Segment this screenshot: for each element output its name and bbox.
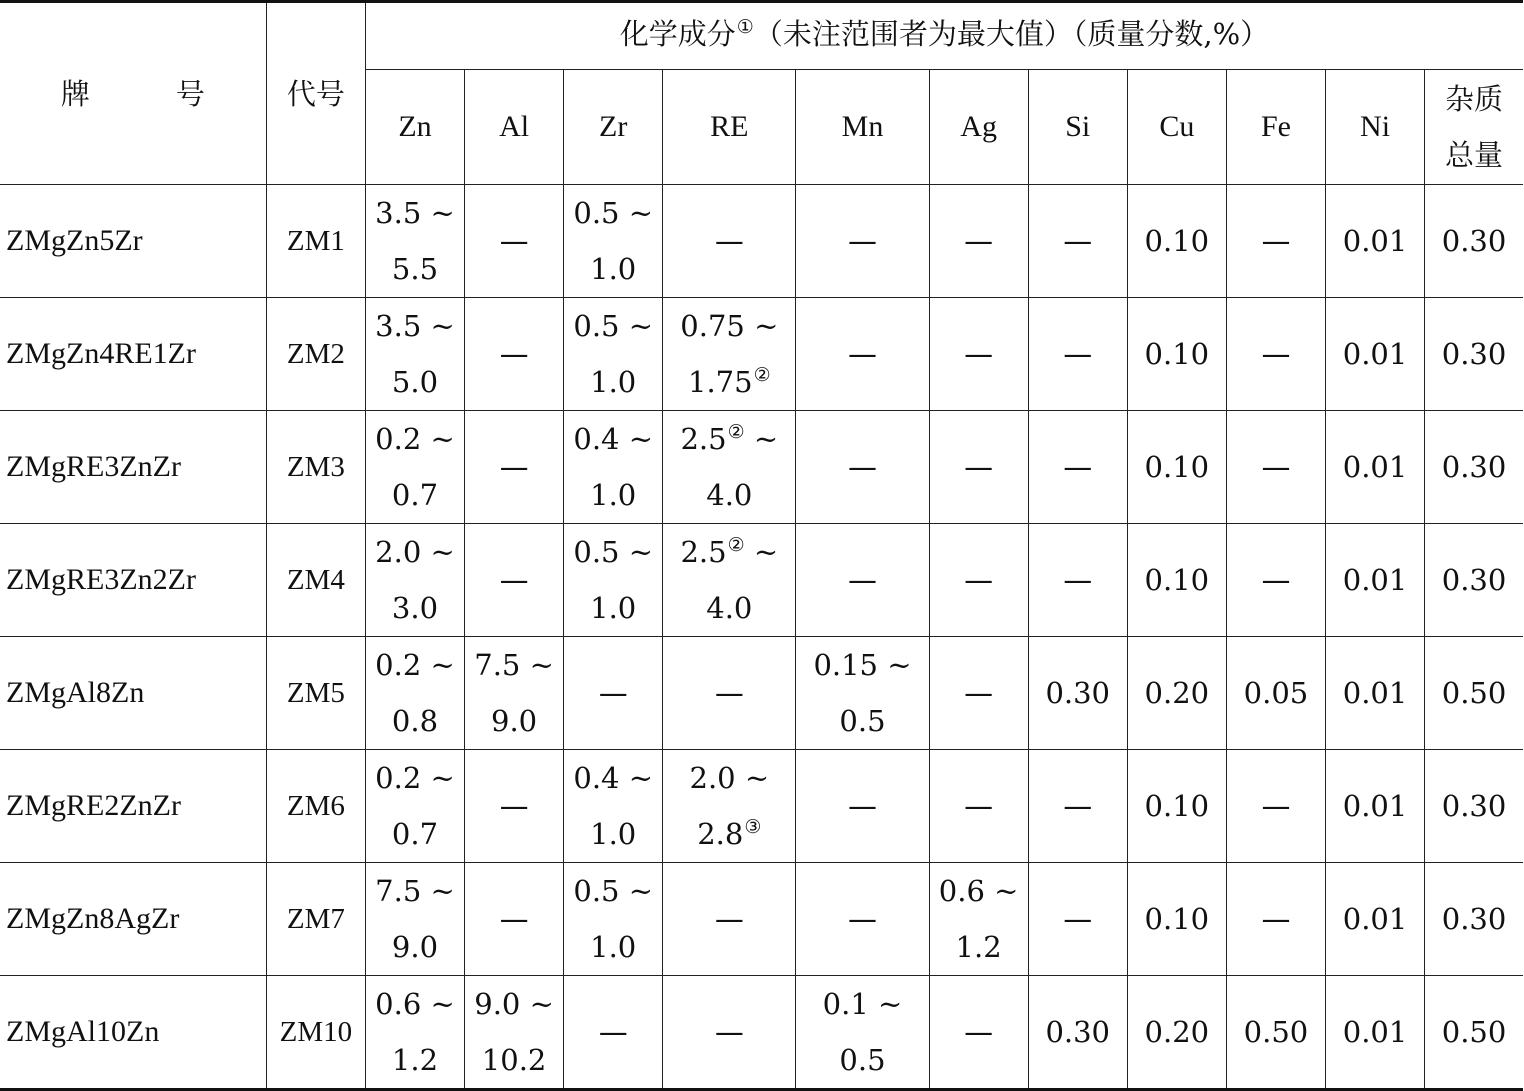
total-cell: 0.30 [1425,524,1523,637]
ag-cell: — [929,524,1028,637]
zr-cell [564,524,663,637]
cu-cell: 0.10 [1127,863,1226,976]
zn-range-line-2 [366,693,464,749]
zn-range-line-2 [366,241,464,297]
zn-range-line-1: 3.5 ~ [375,309,455,343]
re-range-tilde: ~ [753,422,779,456]
zn-range-line-1: 7.5 ~ [375,874,455,908]
re-footnote-mark: ③ [744,816,762,838]
element-header-re: RE [663,70,796,185]
code-cell: ZM5 [266,637,365,750]
zr-range-line-2 [564,467,662,523]
ni-cell: 0.01 [1326,863,1425,976]
zr-range-end: 1.0 [590,478,637,512]
ni-cell: 0.01 [1326,298,1425,411]
re-range-line-1: 2.0 ~ [689,761,770,795]
si-cell: — [1028,750,1127,863]
zr-cell [564,298,663,411]
zr-cell [564,750,663,863]
zn-range-line-2 [366,580,464,636]
zr-range-line-1: 0.5 ~ [573,874,654,908]
element-header-zn: Zn [365,70,464,185]
cu-cell: 0.20 [1127,976,1226,1090]
re-range-line-2 [663,354,795,410]
zn-range-end: 0.7 [391,478,439,512]
re-range-end: 1.75 [688,365,753,399]
zn-range-line-1: 0.2 ~ [375,422,455,456]
mn-cell [796,976,929,1090]
mn-cell [796,637,929,750]
re-cell [663,750,796,863]
zn-range-line-1: 0.2 ~ [375,648,455,682]
element-header-zr: Zr [564,70,663,185]
re-footnote-mark: ② [753,364,771,386]
ni-cell: 0.01 [1326,637,1425,750]
zr-range-line-2 [564,580,662,636]
total-cell: 0.30 [1425,863,1523,976]
zr-range-line-1: 0.4 ~ [573,761,654,795]
total-cell: 0.50 [1425,976,1523,1090]
fe-cell: — [1226,750,1325,863]
code-cell: ZM2 [266,298,365,411]
zr-range-line-2 [564,806,662,862]
fe-cell: 0.05 [1226,637,1325,750]
fe-cell: — [1226,863,1325,976]
re-cell: — [663,637,796,750]
zn-range-line-2 [366,919,464,975]
zr-range-end: 1.0 [590,817,637,851]
si-cell: — [1028,185,1127,298]
zn-cell [365,863,464,976]
si-cell: — [1028,298,1127,411]
re-cell: — [663,185,796,298]
table-row [0,863,1523,976]
zr-cell: — [564,637,663,750]
mn-range-line-1: 0.15 ~ [813,648,912,682]
zn-range-line-1: 2.0 ~ [375,535,455,569]
mn-cell: — [796,524,929,637]
al-cell: — [465,185,564,298]
element-header-al: Al [465,70,564,185]
zn-cell [365,637,464,750]
element-header-ag: Ag [929,70,1028,185]
al-cell: — [465,750,564,863]
mn-range-line-2 [796,693,928,749]
cu-cell: 0.10 [1127,411,1226,524]
ag-cell: — [929,185,1028,298]
ag-cell: — [929,298,1028,411]
mn-range-end: 0.5 [839,704,886,738]
re-range-tilde: ~ [753,535,779,569]
zn-range-end: 3.0 [391,591,439,625]
table-row [0,750,1523,863]
zr-range-end: 1.0 [590,252,637,286]
re-footnote-mark: ② [727,421,745,443]
total-cell: 0.30 [1425,750,1523,863]
table-row [0,185,1523,298]
al-cell: — [465,411,564,524]
zn-range-end: 5.0 [391,365,439,399]
zr-range-line-1: 0.4 ~ [573,422,654,456]
zn-cell [365,750,464,863]
zn-range-line-2 [366,467,464,523]
zr-range-line-1: 0.5 ~ [573,309,654,343]
element-header-si: Si [1028,70,1127,185]
brand-cell: ZMgAl8Zn [0,637,266,750]
zn-range-line-1: 0.2 ~ [375,761,455,795]
ag-range-line-1: 0.6 ~ [938,874,1019,908]
fe-cell: — [1226,411,1325,524]
element-header-fe: Fe [1226,70,1325,185]
fe-cell: — [1226,298,1325,411]
al-range-end: 10.2 [481,1043,547,1077]
zr-range-line-2 [564,241,662,297]
zr-range-end: 1.0 [590,930,637,964]
table-row [0,637,1523,750]
ag-range-line-2 [930,919,1028,975]
al-range-line-1: 7.5 ~ [474,648,554,682]
zn-range-end: 5.5 [391,252,439,286]
zr-cell [564,411,663,524]
si-cell: — [1028,863,1127,976]
footnote-mark: ① [736,16,754,38]
re-footnote-mark: ② [727,534,745,556]
table-row [0,411,1523,524]
al-cell [465,976,564,1090]
cu-cell: 0.20 [1127,637,1226,750]
re-range-line-1: 0.75 ~ [680,309,779,343]
composition-group-header [365,2,1523,70]
zn-range-end: 0.7 [391,817,439,851]
zn-range-end: 1.2 [391,1043,439,1077]
brand-cell: ZMgRE2ZnZr [0,750,266,863]
fe-cell: 0.50 [1226,976,1325,1090]
mn-cell: — [796,411,929,524]
element-header-ni: Ni [1326,70,1425,185]
ag-cell [929,863,1028,976]
si-cell: 0.30 [1028,637,1127,750]
al-range-line-2 [465,693,563,749]
zn-range-line-1: 3.5 ~ [375,196,455,230]
zr-range-line-2 [564,354,662,410]
re-range-start: 2.5 [680,535,727,569]
table-body [0,185,1523,1090]
header-row-1 [0,2,1523,70]
re-range-line-2: 4.0 [706,478,753,512]
zn-cell [365,976,464,1090]
total-cell: 0.30 [1425,298,1523,411]
re-cell: — [663,863,796,976]
table-row [0,524,1523,637]
fe-cell: — [1226,185,1325,298]
ni-cell: 0.01 [1326,750,1425,863]
ni-cell: 0.01 [1326,411,1425,524]
re-range-line-1 [663,524,795,580]
brand-cell: ZMgAl10Zn [0,976,266,1090]
zn-range-line-2 [366,1032,464,1088]
ag-cell: — [929,411,1028,524]
re-cell [663,524,796,637]
table-row [0,298,1523,411]
ni-cell: 0.01 [1326,976,1425,1090]
re-range-line-1 [663,411,795,467]
code-cell: ZM10 [266,976,365,1090]
mn-cell: — [796,750,929,863]
zn-range-line-1: 0.6 ~ [375,987,455,1021]
code-cell: ZM7 [266,863,365,976]
re-range-end: 2.8 [697,817,744,851]
brand-header-char-2: 号 [175,76,205,111]
code-header: 代号 [266,2,365,185]
brand-header [0,2,266,185]
mn-cell: — [796,185,929,298]
si-cell: — [1028,411,1127,524]
brand-cell: ZMgZn5Zr [0,185,266,298]
zn-cell [365,411,464,524]
composition-title-note: （未注范围者为最大值）（质量分数,%） [753,17,1270,51]
brand-cell: ZMgZn8AgZr [0,863,266,976]
ag-cell: — [929,637,1028,750]
re-cell: — [663,976,796,1090]
cu-cell: 0.10 [1127,298,1226,411]
element-header-mn: Mn [796,70,929,185]
zn-cell [365,185,464,298]
zn-range-end: 0.8 [391,704,439,738]
brand-cell: ZMgRE3ZnZr [0,411,266,524]
ag-cell: — [929,976,1028,1090]
re-range-line-2: 4.0 [706,591,753,625]
re-range-line-2 [663,806,795,862]
al-range-end: 9.0 [491,704,538,738]
ag-cell: — [929,750,1028,863]
element-header-cu: Cu [1127,70,1226,185]
impurity-total-header [1425,70,1523,185]
cu-cell: 0.10 [1127,524,1226,637]
code-cell: ZM1 [266,185,365,298]
al-cell: — [465,298,564,411]
zr-range-line-1: 0.5 ~ [573,196,654,230]
impurity-header-line-2: 总量 [1445,138,1504,172]
table-row [0,976,1523,1090]
code-cell: ZM3 [266,411,365,524]
zr-range-line-2 [564,919,662,975]
code-cell: ZM4 [266,524,365,637]
ag-range-end: 1.2 [955,930,1002,964]
re-cell [663,411,796,524]
mn-range-line-1: 0.1 ~ [822,987,903,1021]
fe-cell: — [1226,524,1325,637]
zr-cell: — [564,976,663,1090]
zr-range-end: 1.0 [590,365,637,399]
zr-range-end: 1.0 [590,591,637,625]
al-range-line-2 [465,1032,563,1088]
zn-cell [365,298,464,411]
brand-header-char-1: 牌 [60,76,90,111]
zr-range-line-1: 0.5 ~ [573,535,654,569]
total-cell: 0.50 [1425,637,1523,750]
si-cell: — [1028,524,1127,637]
total-cell: 0.30 [1425,185,1523,298]
mn-range-line-2 [796,1032,928,1088]
si-cell: 0.30 [1028,976,1127,1090]
zn-range-end: 9.0 [391,930,439,964]
zn-range-line-2 [366,806,464,862]
ni-cell: 0.01 [1326,185,1425,298]
total-cell: 0.30 [1425,411,1523,524]
re-range-start: 2.5 [680,422,727,456]
al-cell: — [465,863,564,976]
composition-title: 化学成分 [619,17,736,51]
mn-cell: — [796,298,929,411]
al-cell: — [465,524,564,637]
ni-cell: 0.01 [1326,524,1425,637]
impurity-header-line-1: 杂质 [1445,82,1504,116]
zn-cell [365,524,464,637]
al-range-line-1: 9.0 ~ [474,987,554,1021]
brand-cell: ZMgZn4RE1Zr [0,298,266,411]
re-cell [663,298,796,411]
al-cell [465,637,564,750]
zr-cell [564,185,663,298]
zn-range-line-2 [366,354,464,410]
cu-cell: 0.10 [1127,750,1226,863]
code-cell: ZM6 [266,750,365,863]
zr-cell [564,863,663,976]
brand-cell: ZMgRE3Zn2Zr [0,524,266,637]
mn-range-end: 0.5 [839,1043,886,1077]
mn-cell: — [796,863,929,976]
cu-cell: 0.10 [1127,185,1226,298]
